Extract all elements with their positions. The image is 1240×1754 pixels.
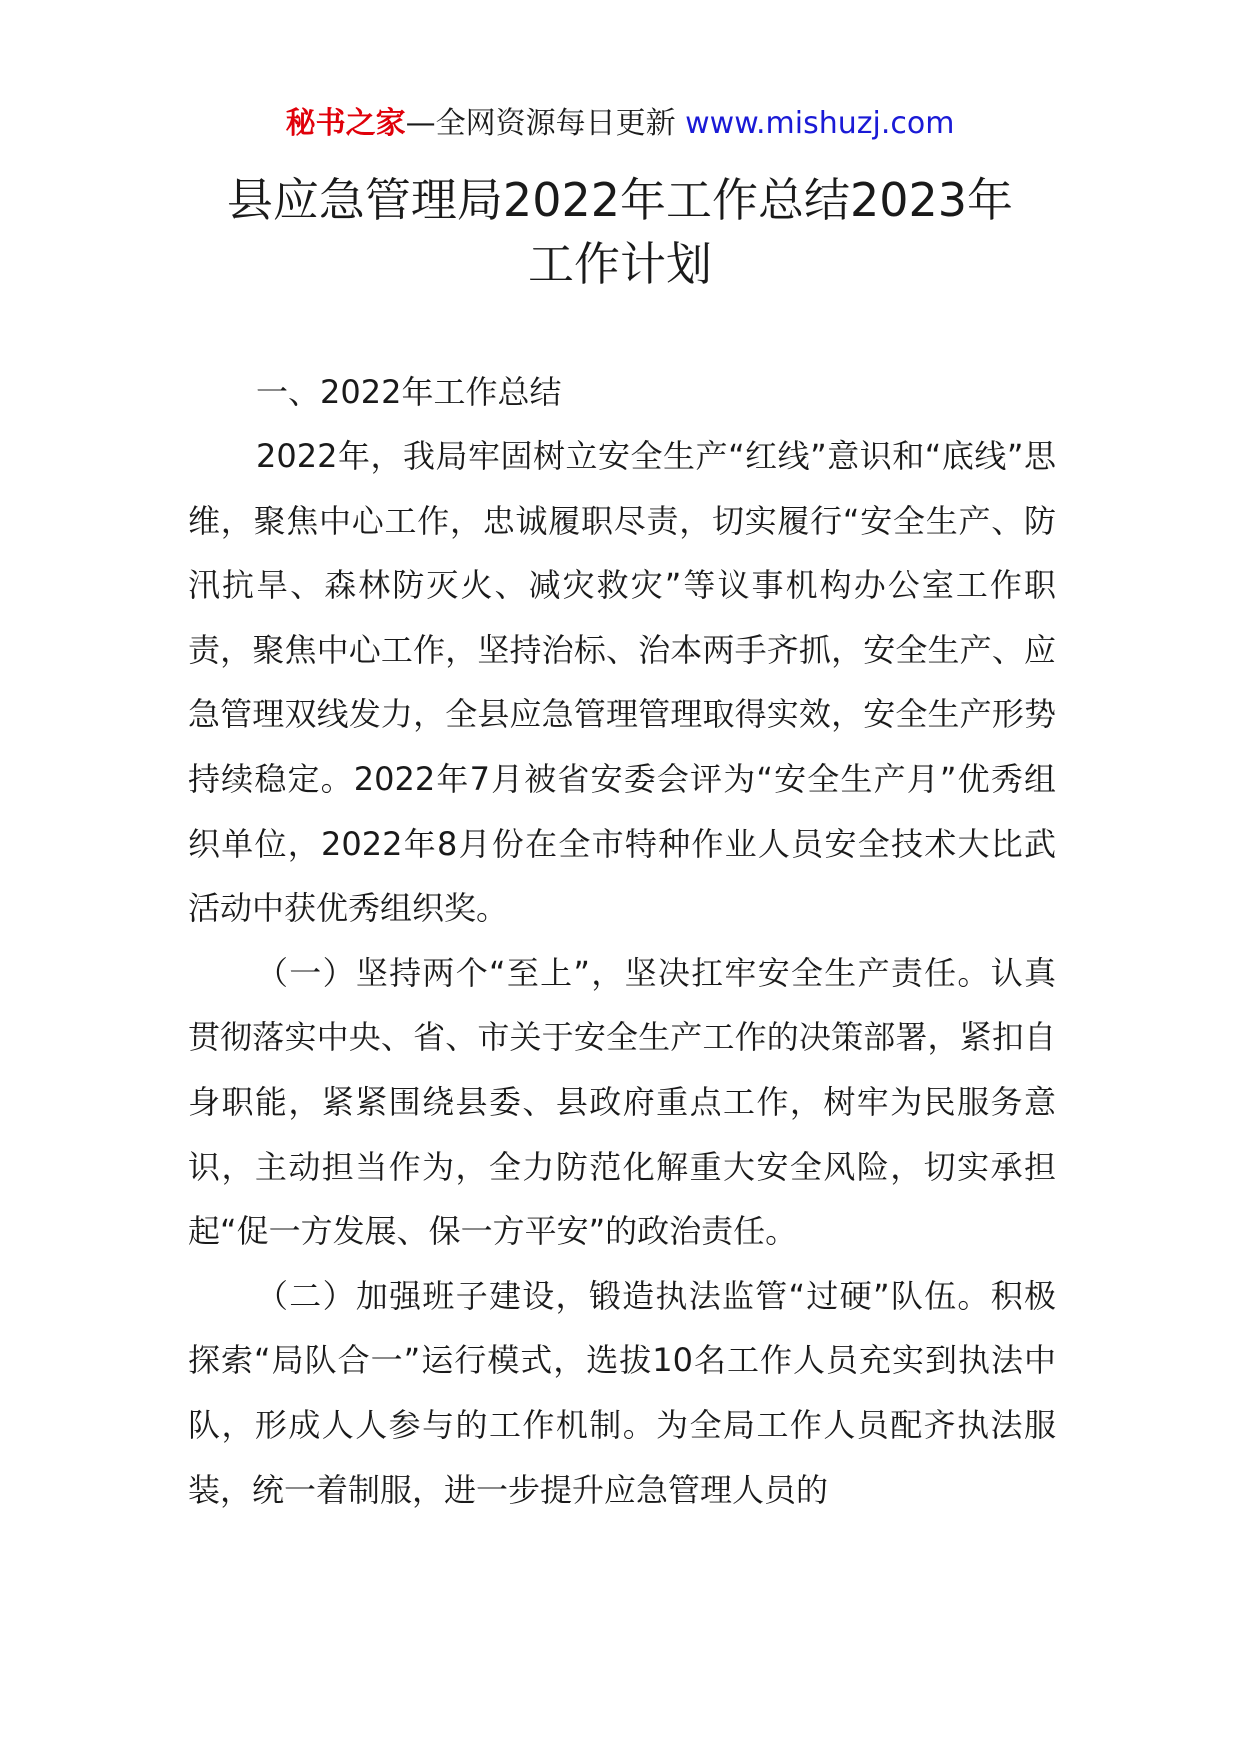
paragraph-intro: 2022年，我局牢固树立安全生产“红线”意识和“底线”思维，聚焦中心工作，忠诚履职尽责，切实履行“安全生产、防汛抗旱、森林防灭火、减灾救灾”等议事机构办公室工作职责，聚焦中心工作，坚持治标、治本两手齐抓，安全生产、应急管理双线发力，全县应急管理管理取得实效，安全生产形势持续稳定。2022年7月被省安委会评为“安全生产月”优秀组织单位，2022年8月份在全市特种作业人员安全技术大比武活动中获优秀组织奖。 <box>188 437 1056 928</box>
title-line-1: 县应急管理局2022年工作总结2023年 <box>226 173 1014 227</box>
header-tagline: —全网资源每日更新 <box>405 106 686 141</box>
title-line-2: 工作计划 <box>528 237 712 291</box>
section-heading: 一、2022年工作总结 <box>256 373 562 411</box>
document-body <box>188 360 1056 1522</box>
document-title <box>140 168 1100 296</box>
site-header <box>0 104 1240 144</box>
paragraph-item-1: （一）坚持两个“至上”，坚决扛牢安全生产责任。认真贯彻落实中央、省、市关于安全生产工作的决策部署，紧扣自身职能，紧紧围绕县委、县政府重点工作，树牢为民服务意识，主动担当作为，全力防范化解重大安全风险，切实承担起“促一方发展、保一方平安”的政治责任。 <box>188 953 1056 1251</box>
brand-name: 秘书之家 <box>285 106 406 141</box>
paragraph-item-2: （二）加强班子建设，锻造执法监管“过硬”队伍。积极探索“局队合一”运行模式，选拔10名工作人员充实到执法中队，形成人人参与的工作机制。为全局工作人员配齐执法服装，统一着制服，进一步提升应急管理人员的 <box>188 1276 1056 1509</box>
site-link[interactable]: www.mishuzj.com <box>685 106 955 141</box>
